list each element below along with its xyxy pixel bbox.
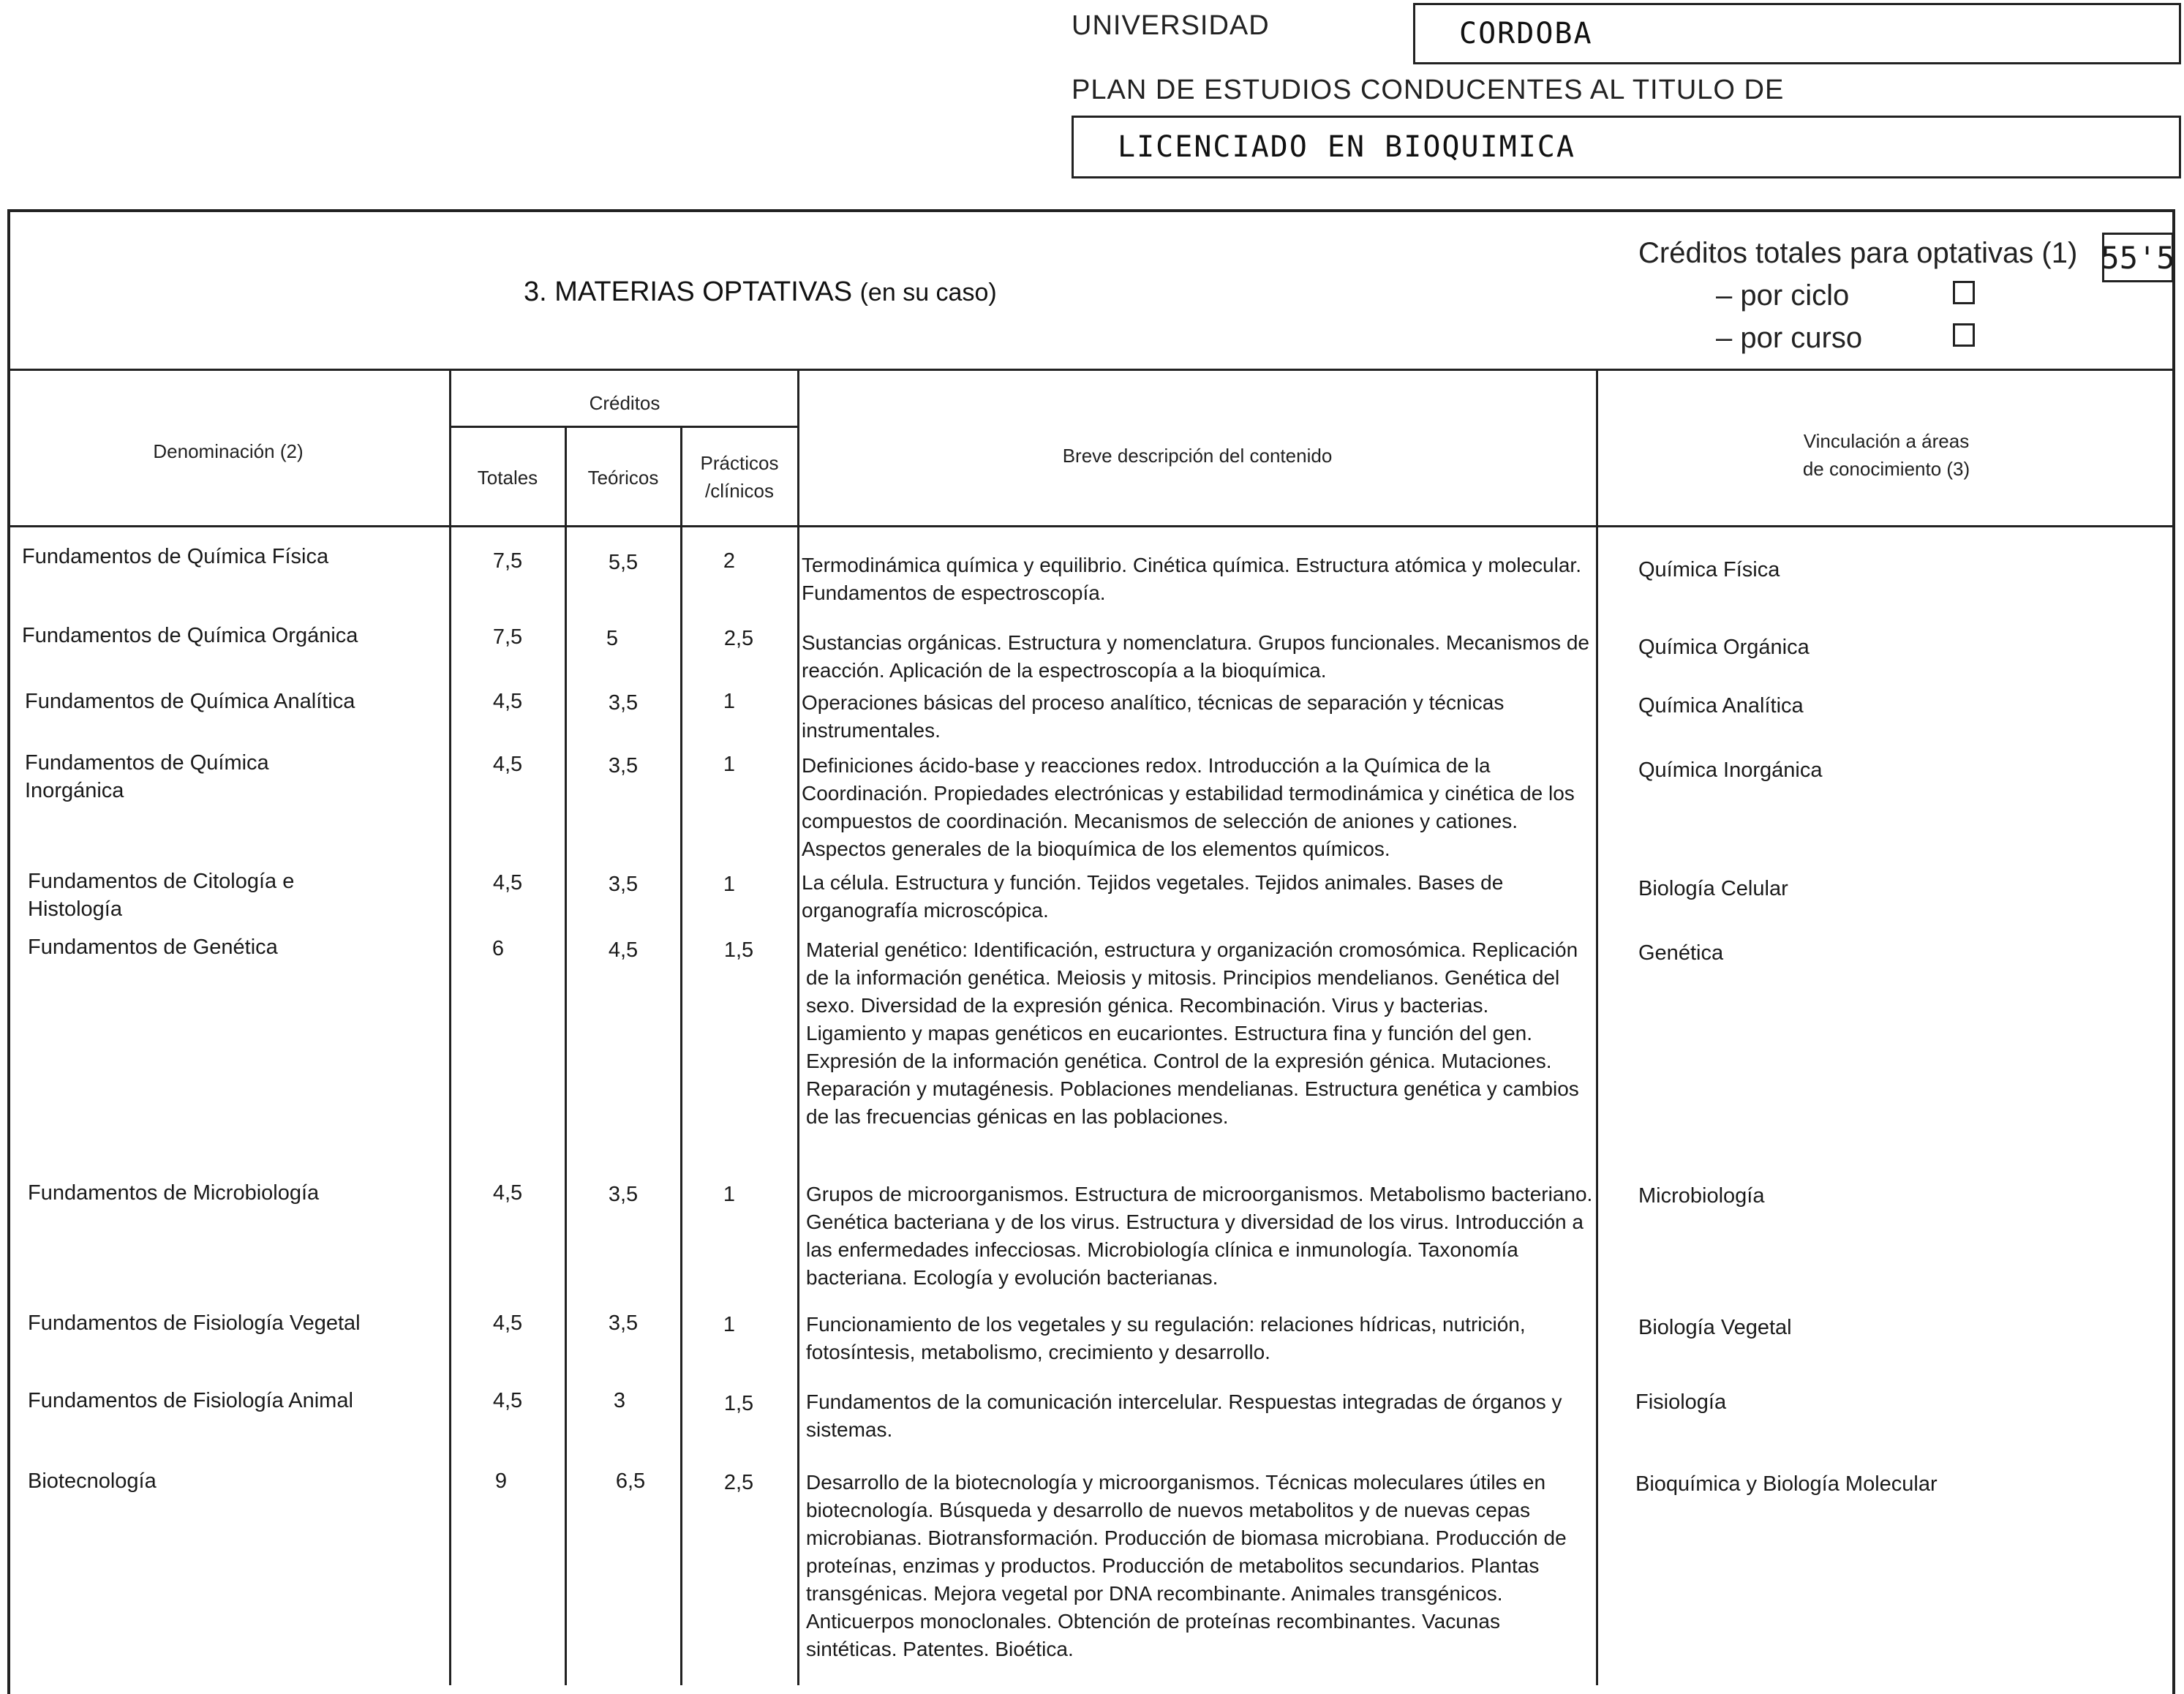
credits-label: Créditos totales para optativas (1) [1638, 237, 2078, 269]
section-title [524, 276, 997, 308]
row-0-totales: 7,5 [492, 549, 523, 573]
plan-label: PLAN DE ESTUDIOS CONDUCENTES AL TITULO DE [1072, 75, 1785, 105]
row-1-name: Fundamentos de Química Orgánica [22, 624, 358, 647]
row-2-practicos: 1 [723, 690, 736, 713]
row-2-name: Fundamentos de Química Analítica [25, 690, 355, 713]
header-practicos-line1: Prácticos [700, 452, 779, 474]
table-header-bottom-border [7, 525, 2175, 527]
row-8-practicos: 1,5 [723, 1392, 754, 1415]
row-1-teoricos: 5 [606, 627, 619, 650]
row-8-area: Fisiología [1635, 1390, 1727, 1414]
row-3-practicos: 1 [723, 753, 736, 776]
row-3-totales: 4,5 [492, 753, 523, 776]
row-8-totales: 4,5 [492, 1389, 523, 1412]
col-border-4 [797, 369, 799, 1685]
row-7-practicos: 1 [723, 1313, 736, 1336]
col-border-2 [565, 426, 567, 1685]
row-5-totales: 6 [492, 937, 505, 960]
row-7-area: Biología Vegetal [1638, 1316, 1792, 1339]
row-4-totales: 4,5 [492, 871, 523, 895]
row-0-practicos: 2 [723, 549, 736, 573]
row-1-totales: 7,5 [492, 625, 523, 649]
por-curso-label: – por curso [1716, 322, 1863, 354]
row-7-totales: 4,5 [492, 1311, 523, 1335]
row-6-area: Microbiología [1638, 1184, 1765, 1208]
row-5-descripcion: Material genético: Identificación, estructura y organización cromosómica. Replicación de la información genética. Meiosis y mitosis. Principios mendelianos. Genética del sexo. Diversidad de la expresión génica. Recombinación. Virus y bacterias. Ligamiento y mapas genéticos en eucariontes. Estructura fina y función del gen. Expresión de la información genética. Control de la expresión génica. Mutaciones. Reparación y mutagénesis. Poblaciones mendelianas. Estructura genética y cambios de las frecuencias génicas en las poblaciones. [806, 938, 1579, 1128]
header-practicos-line2: /clínicos [705, 480, 774, 502]
row-5-area: Genética [1638, 941, 1724, 965]
credits-total-box: 55'5 [2102, 233, 2174, 282]
row-3-name: Fundamentos de Química Inorgánica [25, 751, 269, 802]
header-vinculacion-line1: Vinculación a áreas [1803, 430, 1970, 452]
row-5-name: Fundamentos de Genética [28, 936, 278, 959]
row-2-teoricos: 3,5 [608, 691, 639, 715]
row-5-teoricos: 4,5 [608, 938, 639, 962]
section-title-main: 3. MATERIAS OPTATIVAS [524, 276, 853, 307]
row-0-area: Química Física [1638, 558, 1780, 581]
row-9-practicos: 2,5 [723, 1471, 754, 1494]
row-6-practicos: 1 [723, 1183, 736, 1206]
row-6-totales: 4,5 [492, 1181, 523, 1205]
row-8-descripcion: Fundamentos de la comunicación intercelular. Respuestas integradas de órganos y sistemas. [806, 1390, 1562, 1441]
titulo-field: LICENCIADO EN BIOQUIMICA [1072, 116, 2181, 178]
creditos-sub-border [451, 426, 799, 428]
row-8-teoricos: 3 [613, 1389, 626, 1412]
row-7-descripcion: Funcionamiento de los vegetales y su regulación: relaciones hídricas, nutrición, fotosíntesis, metabolismo, crecimiento y desarrollo. [806, 1313, 1526, 1363]
row-9-teoricos: 6,5 [615, 1469, 646, 1493]
row-3-area: Química Inorgánica [1638, 758, 1823, 782]
row-4-practicos: 1 [723, 873, 736, 896]
row-2-area: Química Analítica [1638, 694, 1804, 718]
universidad-field: CORDOBA [1413, 3, 2181, 64]
row-7-name: Fundamentos de Fisiología Vegetal [28, 1311, 361, 1335]
row-0-name: Fundamentos de Química Física [22, 545, 329, 568]
row-1-practicos: 2,5 [723, 627, 754, 650]
row-5-practicos: 1,5 [723, 938, 754, 962]
col-border-5 [1596, 369, 1598, 1685]
row-3-teoricos: 3,5 [608, 754, 639, 778]
header-vinculacion-line2: de conocimiento (3) [1802, 458, 1970, 480]
row-9-area: Bioquímica y Biología Molecular [1635, 1472, 1938, 1496]
row-9-name: Biotecnología [28, 1469, 157, 1493]
row-3-descripcion: Definiciones ácido-base y reacciones redox. Introducción a la Química de la Coordinación. Propiedades electrónicas y estabilidad termodinámica y cinética de los compuestos de coordinación. Mecanismos de selección de aniones y cationes. Aspectos generales de la bioquímica de los elementos químicos. [802, 754, 1575, 860]
header-totales: Totales [477, 467, 538, 489]
por-ciclo-checkbox[interactable] [1953, 281, 1975, 304]
row-4-teoricos: 3,5 [608, 873, 639, 896]
row-4-descripcion: La célula. Estructura y función. Tejidos vegetales. Tejidos animales. Bases de organografía microscópica. [802, 871, 1504, 922]
row-0-descripcion: Termodinámica química y equilibrio. Cinética química. Estructura atómica y molecular. Fundamentos de espectroscopía. [802, 554, 1581, 604]
row-6-descripcion: Grupos de microorganismos. Estructura de microorganismos. Metabolismo bacteriano. Genética bacteriana y de los virus. Estructura y diversidad de los virus. Introducción a las enfermedades infecciosas. Microbiología clínica e inmunología. Taxonomía bacteriana. Ecología y evolución bacterianas. [806, 1183, 1593, 1289]
row-2-totales: 4,5 [492, 690, 523, 713]
header-creditos: Créditos [589, 392, 660, 414]
row-6-teoricos: 3,5 [608, 1183, 639, 1206]
por-ciclo-label: – por ciclo [1716, 279, 1850, 312]
header-vinculacion [1597, 427, 2175, 483]
section-title-suffix: (en su caso) [859, 279, 997, 306]
row-9-descripcion: Desarrollo de la biotecnología y microorganismos. Técnicas moleculares útiles en biotecnología. Búsqueda y desarrollo de nuevos metabolitos y de nuevas cepas microbianas. Biotransformación. Producción de biomasa microbiana. Producción de proteínas, enzimas y productos. Producción de metabolitos secundarios. Plantas transgénicas. Mejora vegetal por DNA recombinante. Animales transgénicos. Anticuerpos monoclonales. Obtención de proteínas recombinantes. Vacunas sintéticas. Patentes. Bioética. [806, 1471, 1567, 1660]
row-0-teoricos: 5,5 [608, 551, 639, 574]
table-top-border [7, 369, 2175, 371]
universidad-label: UNIVERSIDAD [1072, 10, 1270, 41]
row-9-totales: 9 [494, 1469, 508, 1493]
row-7-teoricos: 3,5 [608, 1311, 639, 1335]
por-curso-checkbox[interactable] [1953, 323, 1975, 347]
row-8-name: Fundamentos de Fisiología Animal [28, 1389, 353, 1412]
row-4-name: Fundamentos de Citología e Histología [28, 870, 295, 921]
row-6-name: Fundamentos de Microbiología [28, 1181, 320, 1205]
row-4-area: Biología Celular [1638, 877, 1788, 900]
header-descripcion: Breve descripción del contenido [1062, 445, 1333, 467]
row-1-descripcion: Sustancias orgánicas. Estructura y nomenclatura. Grupos funcionales. Mecanismos de reacción. Aplicación de la espectroscopía a la bioquímica. [802, 631, 1589, 682]
row-1-area: Química Orgánica [1638, 636, 1810, 659]
row-2-descripcion: Operaciones básicas del proceso analítico, técnicas de separación y técnicas instrumentales. [802, 691, 1505, 742]
header-denominacion: Denominación (2) [153, 440, 304, 462]
header-practicos [682, 449, 797, 505]
header-teoricos: Teóricos [587, 467, 659, 489]
